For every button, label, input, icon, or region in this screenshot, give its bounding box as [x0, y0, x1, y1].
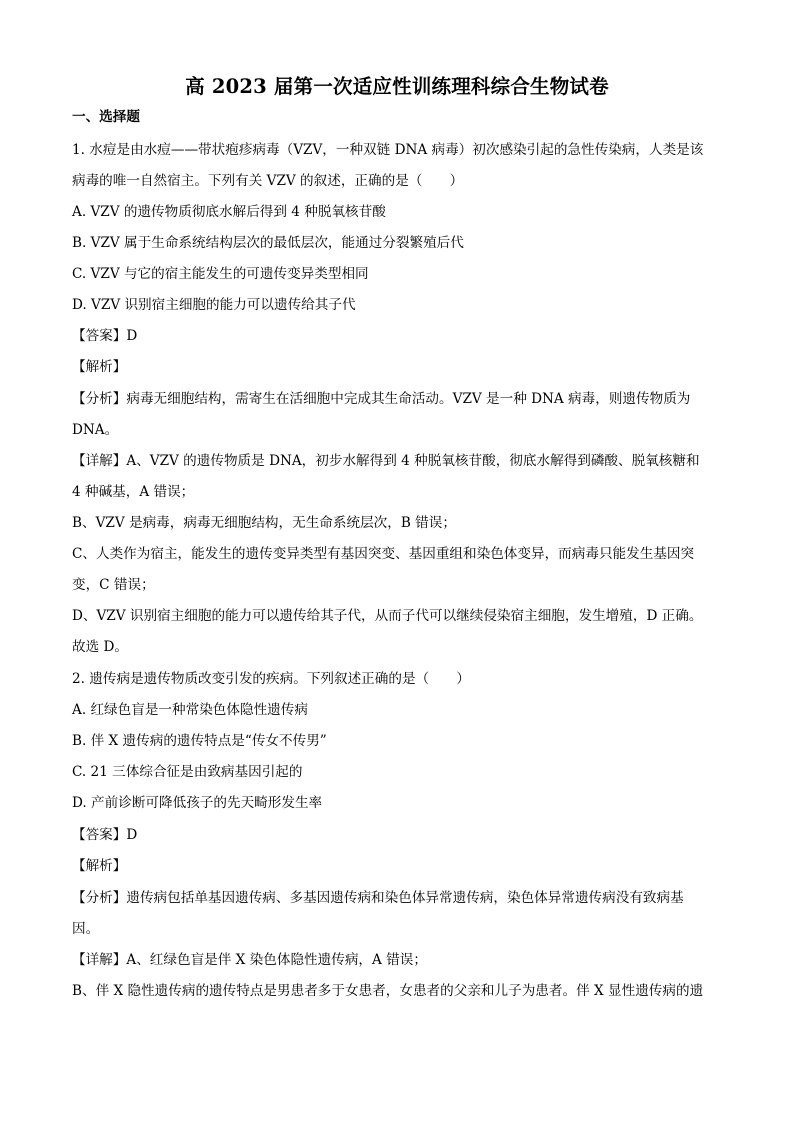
q1-explain-d: D、VZV 识别宿主细胞的能力可以遗传给其子代，从而子代可以继续侵染宿主细胞，发生增殖，D 正确。 [72, 608, 703, 624]
q2-stem: 2. 遗传病是遗传物质改变引发的疾病。下列叙述正确的是（ ） [72, 671, 470, 687]
q2-fenxi-line2: 因。 [72, 921, 100, 937]
xiangjie-text: A、VZV 的遗传物质是 DNA，初步水解得到 4 种脱氧核苷酸，彻底水解得到磷酸、脱氧核糖和 [126, 453, 700, 469]
q2-fenxi-line1 [72, 889, 684, 907]
xiangjie-label: 【详解】 [72, 952, 127, 968]
q1-option-a: A. VZV 的遗传物质彻底水解后得到 4 种脱氧核苷酸 [72, 204, 386, 220]
q1-fenxi-line2: DNA。 [72, 422, 119, 438]
q1-xiangjie-line1 [72, 452, 700, 470]
q2-option-a: A. 红绿色盲是一种常染色体隐性遗传病 [72, 702, 308, 718]
q2-xiangjie-line1 [72, 951, 427, 969]
page-title: 高 2023 届第一次适应性训练理科综合生物试卷 [185, 75, 609, 98]
q2-answer [72, 826, 137, 844]
fenxi-text: 遗传病包括单基因遗传病、多基因遗传病和染色体异常遗传病，染色体异常遗传病没有致病基 [126, 890, 684, 906]
fenxi-text: 病毒无细胞结构，需寄生在活细胞中完成其生命活动。VZV 是一种 DNA 病毒，则遗传物质为 [126, 391, 691, 407]
q2-analysis-label: 【解析】 [72, 858, 127, 874]
answer-value: D [126, 328, 138, 344]
fenxi-label: 【分析】 [72, 391, 127, 407]
q1-xiangjie-line2: 4 种碱基，A 错误； [72, 484, 195, 500]
q2-option-b: B. 伴 X 遗传病的遗传特点是“传女不传男” [72, 733, 327, 749]
q2-option-d: D. 产前诊断可降低孩子的先天畸形发生率 [72, 795, 323, 811]
q2-option-c: C. 21 三体综合征是由致病基因引起的 [72, 764, 303, 780]
q1-option-c: C. VZV 与它的宿主能发生的可遗传变异类型相同 [72, 266, 369, 282]
q2-explain-b: B、伴 X 隐性遗传病的遗传特点是男患者多于女患者，女患者的父亲和儿子为患者。伴 X 显性遗传病的遗 [72, 983, 704, 999]
fenxi-label: 【分析】 [72, 890, 127, 906]
q1-explain-b: B、VZV 是病毒，病毒无细胞结构，无生命系统层次，B 错误； [72, 515, 456, 531]
xiangjie-text: A、红绿色盲是伴 X 染色体隐性遗传病，A 错误； [126, 952, 427, 968]
q1-explain-c-line1: C、人类作为宿主，能发生的遗传变异类型有基因突变、基因重组和染色体变异，而病毒只能发生基因突 [72, 546, 695, 562]
answer-value: D [126, 827, 138, 843]
answer-label: 【答案】 [72, 328, 127, 344]
q1-option-d: D. VZV 识别宿主细胞的能力可以遗传给其子代 [72, 297, 356, 313]
q1-conclusion: 故选 D。 [72, 639, 129, 655]
section-heading: 一、选择题 [72, 109, 140, 125]
xiangjie-label: 【详解】 [72, 453, 127, 469]
answer-label: 【答案】 [72, 827, 127, 843]
q1-explain-c-line2: 变，C 错误； [72, 577, 155, 593]
q1-fenxi-line1 [72, 390, 690, 408]
q1-analysis-label: 【解析】 [72, 359, 127, 375]
q1-stem-line1: 1. 水痘是由水痘——带状疱疹病毒（VZV，一种双链 DNA 病毒）初次感染引起的急性传染病，人类是该 [72, 142, 704, 158]
q1-stem-line2: 病毒的唯一自然宿主。下列有关 VZV 的叙述，正确的是（ ） [72, 173, 464, 189]
q1-answer [72, 327, 137, 345]
q1-option-b: B. VZV 属于生命系统结构层次的最低层次，能通过分裂繁殖后代 [72, 235, 464, 251]
